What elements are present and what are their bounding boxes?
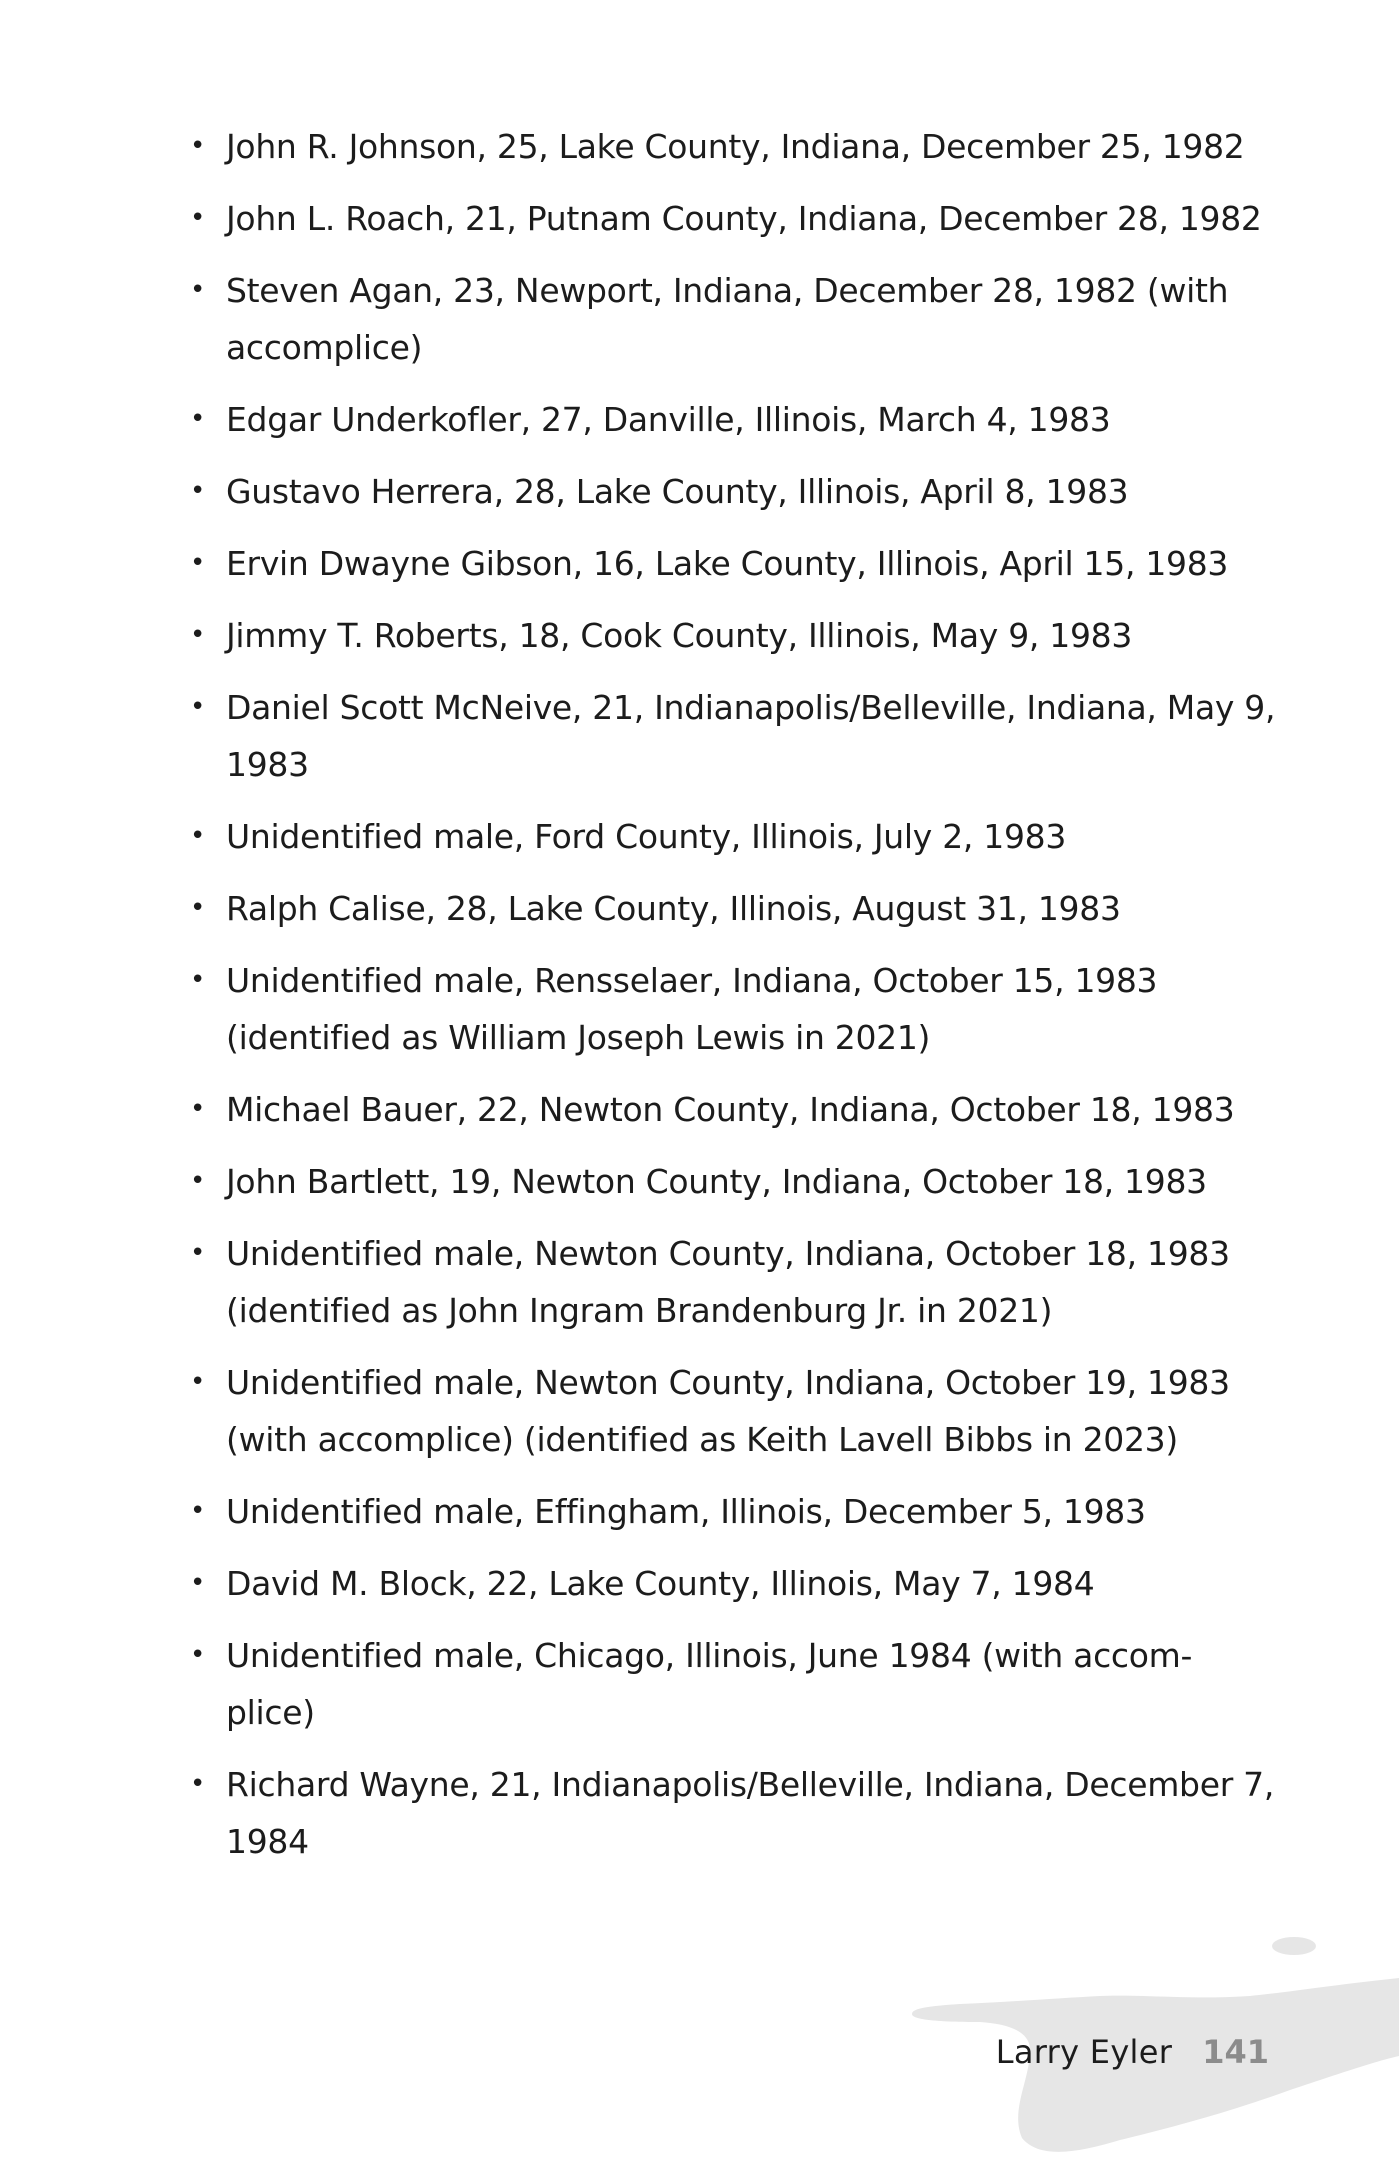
list-item <box>188 880 1278 937</box>
bullet-icon: • <box>190 548 206 578</box>
bullet-icon: • <box>190 965 206 995</box>
running-head: Larry Eyler <box>995 2033 1173 2071</box>
bullet-icon: • <box>190 821 206 851</box>
list-item-text: Ralph Calise, 28, Lake County, Illinois, August 31, 1983 <box>226 889 1121 928</box>
list-item <box>188 463 1278 520</box>
list-item-text: Daniel Scott McNeive, 21, Indianapolis/Belleville, Indiana, May 9, 1983 <box>226 688 1276 784</box>
bullet-icon: • <box>190 275 206 305</box>
list-item-text: Michael Bauer, 22, Newton County, Indiana, October 18, 1983 <box>226 1090 1235 1129</box>
list-item <box>188 1081 1278 1138</box>
list-item-text: Unidentified male, Rensselaer, Indiana, October 15, 1983 (identified as William Joseph Lewis in 2021) <box>226 961 1158 1057</box>
list-item <box>188 952 1278 1066</box>
list-item <box>188 1555 1278 1612</box>
list-item <box>188 1354 1278 1468</box>
list-item <box>188 1483 1278 1540</box>
list-item-text: John R. Johnson, 25, Lake County, Indiana, December 25, 1982 <box>226 127 1245 166</box>
bullet-icon: • <box>190 476 206 506</box>
bullet-icon: • <box>190 1496 206 1526</box>
list-item <box>188 1756 1278 1870</box>
bullet-icon: • <box>190 131 206 161</box>
list-item <box>188 679 1278 793</box>
list-item-text: Unidentified male, Newton County, Indiana, October 19, 1983 (with accomplice) (identified as Keith Lavell Bibbs in 2023) <box>226 1363 1230 1459</box>
list-item-text: David M. Block, 22, Lake County, Illinois, May 7, 1984 <box>226 1564 1095 1603</box>
page-number: 141 <box>1202 2033 1269 2071</box>
list-item <box>188 118 1278 175</box>
list-item <box>188 1225 1278 1339</box>
list-item <box>188 190 1278 247</box>
list-item-text: Gustavo Herrera, 28, Lake County, Illinois, April 8, 1983 <box>226 472 1129 511</box>
bullet-icon: • <box>190 1640 206 1670</box>
list-item <box>188 535 1278 592</box>
bullet-icon: • <box>190 1367 206 1397</box>
list-item-text: Unidentified male, Chicago, Illinois, June 1984 (with accom-plice) <box>226 1636 1193 1732</box>
bullet-icon: • <box>190 1166 206 1196</box>
list-item-text: John Bartlett, 19, Newton County, Indiana, October 18, 1983 <box>226 1162 1207 1201</box>
bullet-icon: • <box>190 1238 206 1268</box>
list-item <box>188 1627 1278 1741</box>
list-item-text: Jimmy T. Roberts, 18, Cook County, Illinois, May 9, 1983 <box>226 616 1133 655</box>
list-item-text: John L. Roach, 21, Putnam County, Indiana, December 28, 1982 <box>226 199 1262 238</box>
bullet-icon: • <box>190 404 206 434</box>
bullet-icon: • <box>190 692 206 722</box>
list-item <box>188 391 1278 448</box>
list-item-text: Ervin Dwayne Gibson, 16, Lake County, Illinois, April 15, 1983 <box>226 544 1229 583</box>
list-item-text: Richard Wayne, 21, Indianapolis/Belleville, Indiana, December 7, 1984 <box>226 1765 1275 1861</box>
victim-list <box>188 118 1278 1885</box>
bullet-icon: • <box>190 1094 206 1124</box>
bullet-icon: • <box>190 893 206 923</box>
list-item-text: Steven Agan, 23, Newport, Indiana, December 28, 1982 (with accomplice) <box>226 271 1229 367</box>
bullet-icon: • <box>190 1769 206 1799</box>
list-item-text: Unidentified male, Ford County, Illinois, July 2, 1983 <box>226 817 1067 856</box>
splash-drop <box>1272 1937 1316 1955</box>
list-item <box>188 808 1278 865</box>
list-item-text: Unidentified male, Effingham, Illinois, December 5, 1983 <box>226 1492 1146 1531</box>
list-item <box>188 262 1278 376</box>
list-item-text: Unidentified male, Newton County, Indiana, October 18, 1983 (identified as John Ingram Brandenburg Jr. in 2021) <box>226 1234 1230 1330</box>
bullet-icon: • <box>190 203 206 233</box>
page-footer <box>996 2030 1269 2074</box>
list-item <box>188 607 1278 664</box>
list-item <box>188 1153 1278 1210</box>
bullet-icon: • <box>190 1568 206 1598</box>
bullet-icon: • <box>190 620 206 650</box>
list-item-text: Edgar Underkofler, 27, Danville, Illinois, March 4, 1983 <box>226 400 1111 439</box>
